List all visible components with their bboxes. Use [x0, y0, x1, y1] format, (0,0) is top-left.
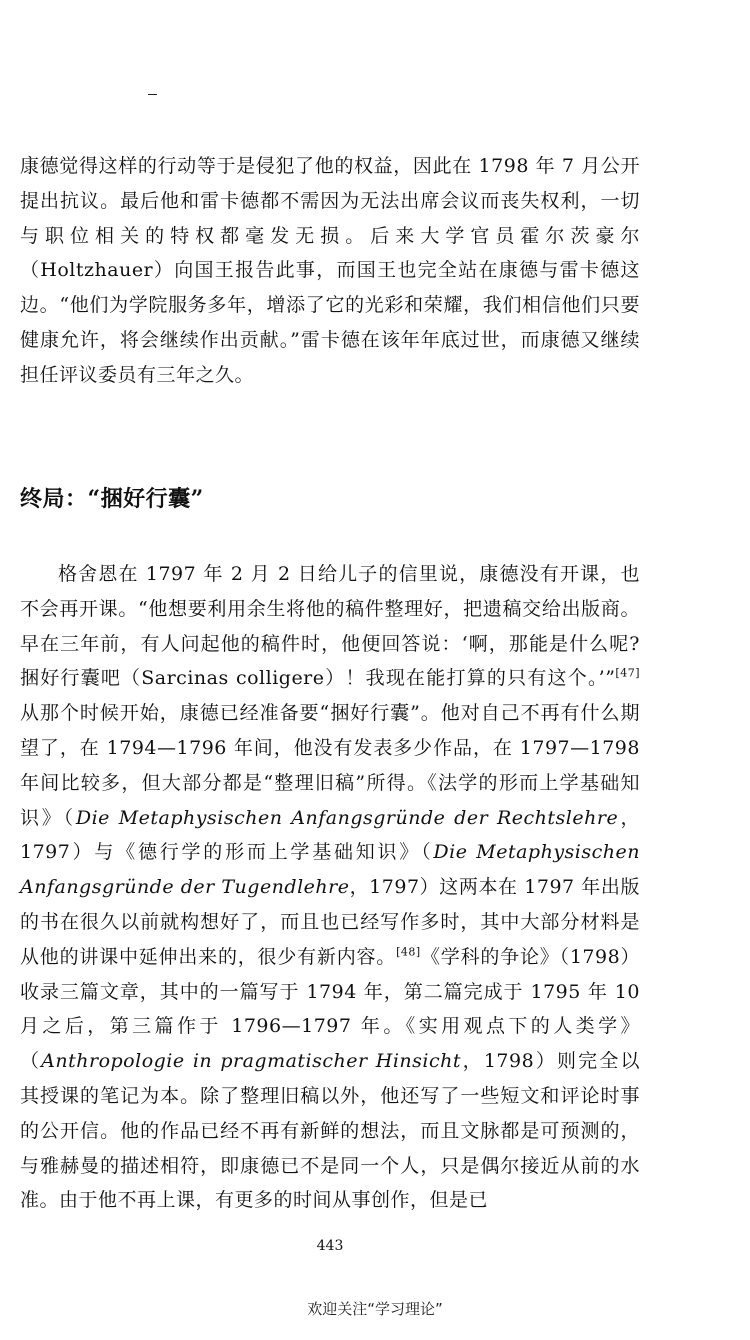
paragraph-2-text: ，1797）与《德行学的形而上学基础知识》（ [20, 806, 640, 864]
book-title-rechtslehre: Die Metaphysischen Anfangsgründe der Rechtslehre [75, 806, 619, 829]
paragraph-2-text: 格舍恩在 1797 年 2 月 2 日给儿子的信里说，康德没有开课，也不会再开课。“他想要利用余生将他的稿件整理好，把遗稿交给出版商。早在三年前，有人问起他的稿件时，他便回答说：‘啊，那能是什么呢?捆好行囊吧（Sarcinas colligere）！我现在能打算的只有这个。’” [20, 563, 640, 690]
paragraph-2-text: ，1798）则完全以其授课的笔记为本。除了整理旧稿以外，他还写了一些短文和评论时事的公开信。他的作品已经不再有新鲜的想法，而且文脉都是可预测的，与雅赫曼的描述相符，即康德已不是同一个人，只是偶尔接近从前的水准。由于他不再上课，有更多的时间从事创作，但是已 [20, 1050, 640, 1212]
paragraph-2-text: ，1797）这两本在 1797 年出版的书在很久以前就构想好了，而且也已经写作多时，其中大部分材料是从他的讲课中延伸出来的，很少有新内容。 [20, 876, 640, 968]
section-heading: 终局：“捆好行囊” [20, 486, 204, 512]
footnote-ref-48[interactable]: [48] [396, 945, 421, 959]
footnote-ref-47[interactable]: [47] [615, 667, 640, 681]
footer-watermark: 欢迎关注“学习理论” [307, 1300, 443, 1318]
paragraph-2-text: 从那个时候开始，康德已经准备要“捆好行囊”。他对自己不再有什么期望了，在 1794—1796 年间，他没有发表多少作品，在 1797—1798 年间比较多，但大部分都是“整理旧稿”所得。《法学的形而上学基础知识》（ [20, 702, 640, 829]
stray-mark [148, 94, 157, 95]
paragraph-2 [20, 557, 640, 1218]
paragraph-1: 康德觉得这样的行动等于是侵犯了他的权益，因此在 1798 年 7 月公开提出抗议。最后他和雷卡德都不需因为无法出席会议而丧失权利，一切与职位相关的特权都毫发无损。后来大学官员霍尔茨豪尔（Holtzhauer）向国王报告此事，而国王也完全站在康德与雷卡德这边。“他们为学院服务多年，增添了它的光彩和荣耀，我们相信他们只要健康允许，将会继续作出贡献。”雷卡德在该年年底过世，而康德又继续担任评议委员有三年之久。 [20, 155, 640, 386]
page-number: 443 [316, 1238, 344, 1254]
book-title-tugendlehre: Die Metaphysischen Anfangsgründe der Tugendlehre [20, 841, 640, 899]
book-title-anthropologie: Anthropologie in pragmatischer Hinsicht [41, 1050, 462, 1073]
paragraph-2-text: 《学科的争论》（1798）收录三篇文章，其中的一篇写于 1794 年，第二篇完成于 1795 年 10 月之后，第三篇作于 1796—1797 年。《实用观点下的人类学》（ [20, 945, 640, 1073]
